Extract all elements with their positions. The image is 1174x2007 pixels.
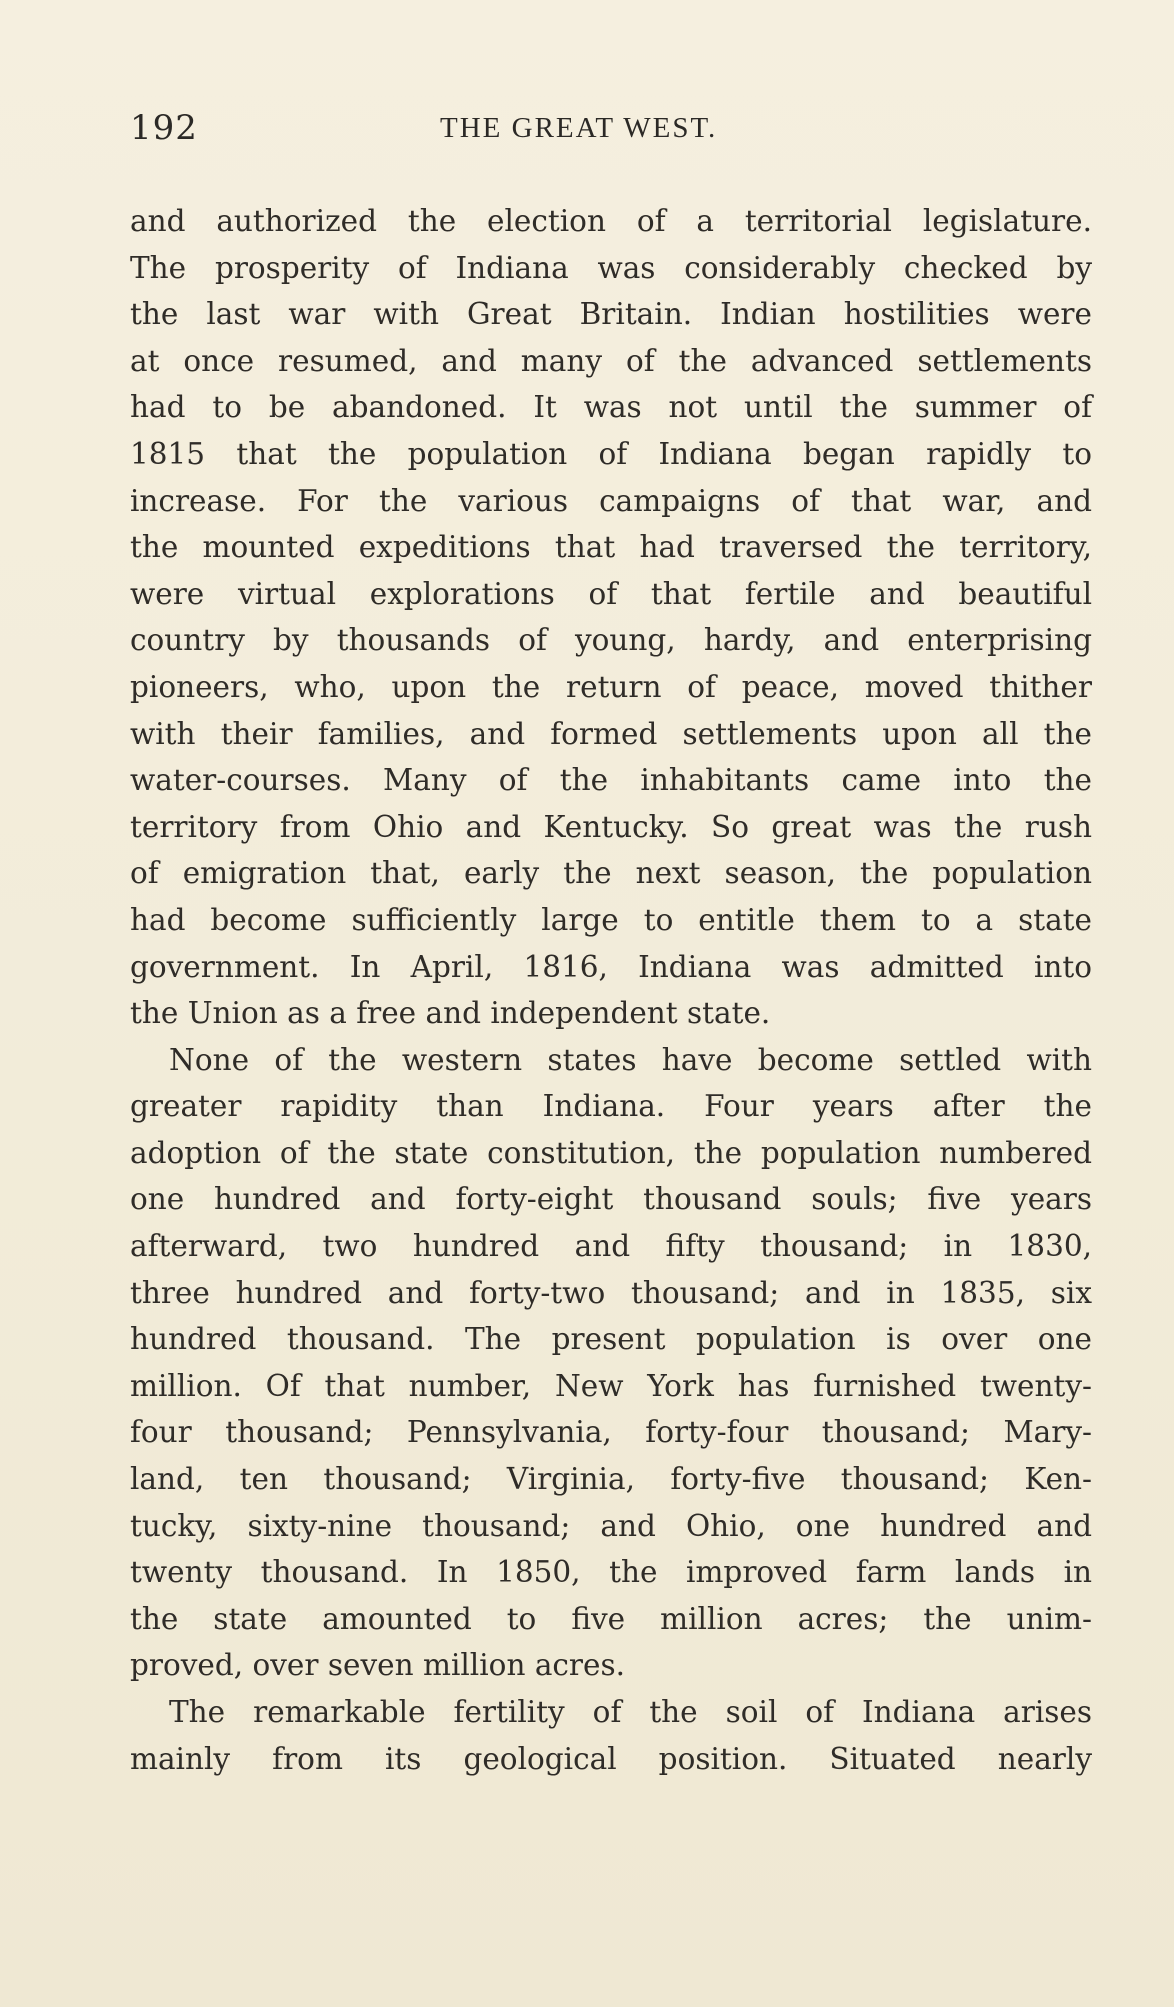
text-line: 1815 that the population of Indiana began rapidly to (130, 436, 1092, 471)
text-line: water-courses. Many of the inhabitants came into the (130, 763, 1092, 798)
text-line: the Union as a free and independent state. (130, 996, 771, 1031)
text-line: had to be abandoned. It was not until the summer of (130, 390, 1092, 425)
text-line: government. In April, 1816, Indiana was admitted into (130, 949, 1092, 984)
text-line: land, ten thousand; Virginia, forty-five thousand; Ken- (130, 1462, 1092, 1497)
text-line: tucky, sixty-nine thousand; and Ohio, one hundred and (130, 1508, 1092, 1543)
text-line: and authorized the election of a territorial legislature. (130, 204, 1092, 238)
text-line: the last war with Great Britain. Indian hostilities were (130, 297, 1092, 332)
text-line: one hundred and forty-eight thousand souls; five years (130, 1182, 1092, 1217)
text-line: twenty thousand. In 1850, the improved farm lands in (130, 1555, 1092, 1590)
text-line: adoption of the state constitution, the population numbered (130, 1135, 1092, 1170)
running-head: THE GREAT WEST. (440, 112, 718, 144)
text-line: had become sufficiently large to entitle them to a state (130, 902, 1092, 937)
text-line: country by thousands of young, hardy, and enterprising (130, 623, 1092, 658)
text-line: greater rapidity than Indiana. Four years after the (130, 1089, 1092, 1124)
page-header (130, 108, 1090, 168)
text-line: The remarkable fertility of the soil of Indiana arises (169, 1695, 1092, 1729)
text-line: three hundred and forty-two thousand; and in 1835, six (130, 1275, 1092, 1310)
text-line: of emigration that, early the next season, the population (130, 856, 1092, 891)
text-line: increase. For the various campaigns of that war, and (130, 483, 1092, 518)
text-line: with their families, and formed settlements upon all the (130, 716, 1092, 751)
text-line: territory from Ohio and Kentucky. So great was the rush (130, 809, 1092, 844)
text-line: four thousand; Pennsylvania, forty-four thousand; Mary- (130, 1415, 1092, 1450)
text-line: None of the western states have become settled with (169, 1042, 1092, 1077)
text-line: hundred thousand. The present population is over one (130, 1322, 1092, 1357)
body-text (130, 198, 1092, 1782)
page-number: 192 (130, 108, 198, 148)
text-line: were virtual explorations of that fertile and beautiful (130, 576, 1092, 611)
text-line: million. Of that number, New York has furnished twenty- (130, 1368, 1092, 1403)
text-line: the mounted expeditions that had traversed the territory, (130, 530, 1092, 565)
text-line: at once resumed, and many of the advanced settlements (130, 343, 1092, 378)
text-line: pioneers, who, upon the return of peace, moved thither (130, 669, 1092, 704)
text-line: afterward, two hundred and fifty thousand; in 1830, (130, 1229, 1092, 1264)
text-line: mainly from its geological position. Situated nearly (130, 1741, 1092, 1776)
text-line: the state amounted to five million acres; the unim- (130, 1601, 1092, 1636)
text-line: proved, over seven million acres. (130, 1648, 626, 1683)
text-line: The prosperity of Indiana was considerably checked by (130, 250, 1092, 285)
